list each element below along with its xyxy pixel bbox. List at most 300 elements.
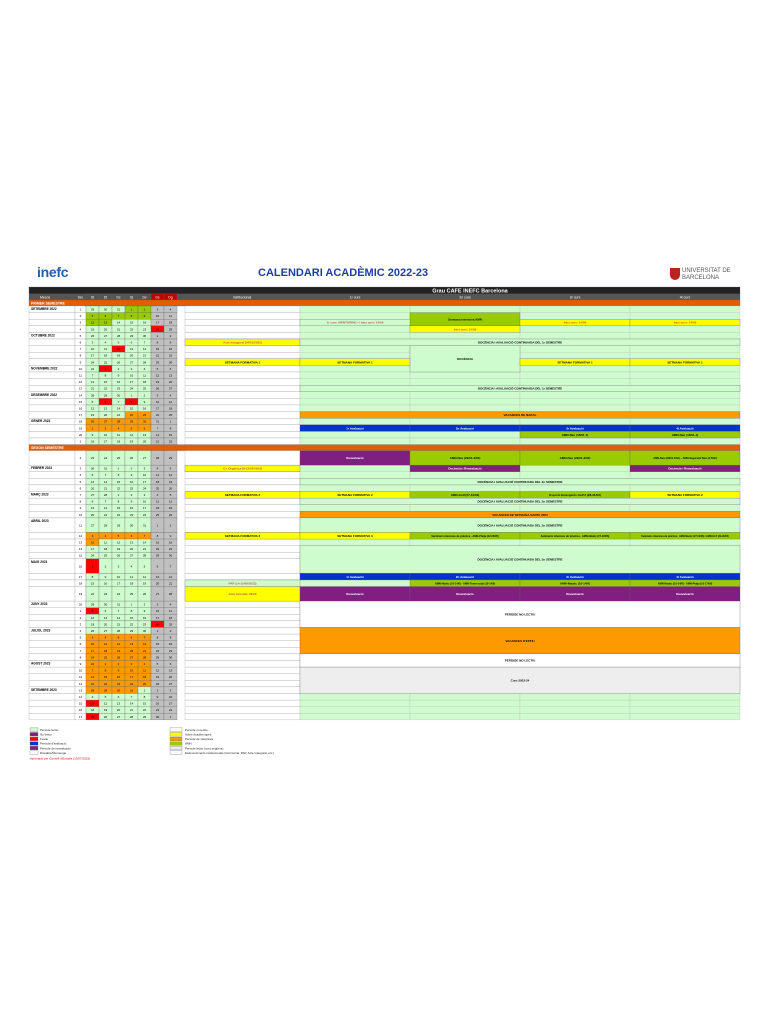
course-cell <box>300 346 410 353</box>
month-label: NOVEMBRE 2022 <box>31 366 58 371</box>
day-number: 22 <box>168 439 173 444</box>
course-cell <box>410 392 520 399</box>
institucional-cell <box>185 660 300 667</box>
day-number: 18 <box>142 380 147 385</box>
day-number: 7 <box>130 694 133 699</box>
day-number: 25 <box>129 592 134 597</box>
day-number: 23 <box>142 622 147 627</box>
course-cell <box>410 431 520 438</box>
day-number: 22 <box>90 592 95 597</box>
day-number: 5 <box>130 426 133 431</box>
day-number: 1 <box>156 333 159 338</box>
week-number: 15 <box>78 553 83 558</box>
week-number: 18 <box>78 581 83 586</box>
week-number: 2 <box>79 314 82 319</box>
day-number: 12 <box>103 701 108 706</box>
week-number: 15 <box>78 701 83 706</box>
day-number: 6 <box>143 426 146 431</box>
month-cell <box>29 478 75 485</box>
month-cell <box>29 680 75 687</box>
course-cell <box>410 700 520 707</box>
day-number: 20 <box>142 439 147 444</box>
day-number: 19 <box>142 581 147 586</box>
day-number: 4 <box>169 393 172 398</box>
course-cell <box>300 700 410 707</box>
no-lectiu-b-label: PERÍODE NO LECTIU <box>504 658 536 663</box>
institucional-cell <box>185 451 300 466</box>
week-number: 7 <box>79 493 82 498</box>
legend-label: Període de reavaluació <box>40 746 71 751</box>
day-number: 23 <box>116 681 121 686</box>
course-cell <box>410 332 520 339</box>
institucional-cell <box>185 621 300 628</box>
day-number: 1 <box>104 661 107 666</box>
day-number: 27 <box>129 360 134 365</box>
day-number: 26 <box>90 419 95 424</box>
month-label: ABRIL 2023 <box>31 518 49 523</box>
day-number: 31 <box>116 602 121 607</box>
day-number: 6 <box>130 340 133 345</box>
day-number: 16 <box>116 380 121 385</box>
course-cell <box>410 372 520 379</box>
legend-label: Esdeveniments institucionals (Cerimònia, PAP, Acte inaugural, etc.) <box>185 750 275 755</box>
week-number: 6 <box>79 340 82 345</box>
month-cell <box>29 431 75 438</box>
section-label: PRIMER SEMESTRE <box>31 301 65 306</box>
day-number: 28 <box>116 333 121 338</box>
course-cell <box>630 392 740 399</box>
day-number: 9 <box>130 473 133 478</box>
day-number: 11 <box>103 540 108 545</box>
day-number: 17 <box>155 615 160 620</box>
day-number: 9 <box>169 635 172 640</box>
day-number: 24 <box>103 456 108 461</box>
course-cell <box>520 707 630 714</box>
day-number: 31 <box>103 466 108 471</box>
week-number: 16 <box>78 564 83 569</box>
day-number: 14 <box>90 380 95 385</box>
day-number: 4 <box>143 366 146 371</box>
institucional-cell <box>185 332 300 339</box>
legend-label: No lectiu <box>40 732 52 737</box>
day-number: 25 <box>142 681 147 686</box>
course-cell <box>520 313 630 320</box>
month-cell <box>29 385 75 392</box>
day-number: 27 <box>103 628 108 633</box>
week-number: 6 <box>79 642 82 647</box>
day-number: 7 <box>143 635 146 640</box>
day-number: 18 <box>155 479 160 484</box>
week-number: 9 <box>79 506 82 511</box>
aval2-4t-label: 4t Avaluació <box>676 574 694 579</box>
week-number: 14 <box>78 694 83 699</box>
day-number: 28 <box>116 628 121 633</box>
course-cell <box>300 418 410 425</box>
col-day-label: Ds <box>155 295 160 300</box>
sf1-1r-label: SETMANA FORMATIVA 1 <box>337 360 373 365</box>
course-cell <box>410 693 520 700</box>
course-cell <box>520 472 630 479</box>
month-label: MARÇ 2023 <box>31 492 49 497</box>
section-row <box>29 445 740 451</box>
course-cell <box>630 418 740 425</box>
day-number: 27 <box>142 456 147 461</box>
institucional-cell <box>185 438 300 445</box>
day-number: 7 <box>143 340 146 345</box>
day-number: 25 <box>116 456 121 461</box>
month-cell <box>29 654 75 661</box>
day-number: 24 <box>90 655 95 660</box>
col-course: 2n curs <box>459 295 471 300</box>
week-number: 13 <box>78 386 83 391</box>
day-number: 22 <box>129 413 134 418</box>
course-cell <box>630 693 740 700</box>
month-cell <box>29 326 75 333</box>
institucional-cell <box>185 431 300 438</box>
reav2-1r-label: Reavaluació <box>346 592 364 597</box>
legend-label: Període no lectiu <box>185 727 208 732</box>
day-number: 17 <box>116 581 121 586</box>
day-number: 29 <box>155 655 160 660</box>
reav2-3r-label: Reavaluació <box>566 592 584 597</box>
month-cell <box>29 498 75 505</box>
day-number: 9 <box>156 694 159 699</box>
course-cell <box>300 713 410 720</box>
course-cell <box>630 326 740 333</box>
day-number: 7 <box>91 668 94 673</box>
month-cell <box>29 485 75 492</box>
day-number: 3 <box>143 466 146 471</box>
day-number: 30 <box>168 655 173 660</box>
week-number: 20 <box>78 432 83 437</box>
month-cell <box>29 319 75 326</box>
acte-cloenda-label: Acte cloenda: 23/06 <box>228 592 257 597</box>
month-cell <box>29 580 75 587</box>
day-number: 6 <box>130 635 133 640</box>
day-number: 13 <box>129 347 134 352</box>
course-cell <box>410 306 520 313</box>
institucional-cell <box>185 385 300 392</box>
amn-nautic-4t-label: AMN-Nàutic (10-14/6) · AMN-Platja (10-17/06) <box>657 582 713 586</box>
day-number: 11 <box>129 574 134 579</box>
course-cell <box>630 352 740 359</box>
day-number: 21 <box>168 581 173 586</box>
day-number: 25 <box>168 622 173 627</box>
month-cell <box>29 398 75 405</box>
day-number: 3 <box>143 493 146 498</box>
col-day-label: Dt <box>103 295 108 300</box>
course-cell <box>630 505 740 512</box>
day-number: 17 <box>142 506 147 511</box>
day-number: 6 <box>104 609 107 614</box>
grau-header-row <box>29 287 740 294</box>
day-number: 14 <box>129 701 134 706</box>
day-number: 22 <box>142 708 147 713</box>
day-number: 21 <box>116 622 121 627</box>
month-cell <box>29 713 75 720</box>
course-cell <box>520 405 630 412</box>
course-cell <box>630 306 740 313</box>
day-number: 19 <box>90 413 95 418</box>
day-number: 29 <box>129 628 134 633</box>
day-number: 31 <box>129 688 134 693</box>
week-number: 4 <box>79 327 82 332</box>
month-cell <box>29 505 75 512</box>
week-number: 19 <box>78 426 83 431</box>
vacances-estiu-label: VACANCES D'ESTIU <box>505 638 535 643</box>
inici-2n-label: Inici curs: 14/09 <box>453 327 477 332</box>
day-number: 6 <box>91 499 94 504</box>
day-number: 29 <box>90 307 95 312</box>
month-label: OCTUBRE 2022 <box>31 333 55 338</box>
legend-swatch <box>170 751 182 755</box>
day-number: 29 <box>90 602 95 607</box>
day-number: 8 <box>143 694 146 699</box>
institucional-cell <box>185 511 300 518</box>
week-number: 5 <box>79 333 82 338</box>
day-number: 31 <box>90 366 95 371</box>
day-number: 6 <box>169 366 172 371</box>
course-cell <box>520 326 630 333</box>
course-cell <box>300 372 410 379</box>
institucional-cell <box>185 485 300 492</box>
month-cell <box>29 674 75 681</box>
month-label: MAIG 2023 <box>31 559 48 564</box>
day-number: 27 <box>129 553 134 558</box>
docencia-2s-d-label: DOCÈNCIA I AVALUACIÓ CONTINUADA DEL 2n SEMESTRE <box>477 557 563 562</box>
day-number: 20 <box>155 581 160 586</box>
day-number: 9 <box>117 373 120 378</box>
day-number: 24 <box>129 681 134 686</box>
day-number: 28 <box>142 360 147 365</box>
course-cell <box>630 438 740 445</box>
institucional-cell <box>185 398 300 405</box>
day-number: 3 <box>130 366 133 371</box>
day-number: 21 <box>142 547 147 552</box>
institucional-cell <box>185 713 300 720</box>
amn-neu-2n-label: AMN-Neu (29/01-3/02) <box>449 456 481 461</box>
institucional-cell <box>185 601 300 608</box>
month-cell <box>29 546 75 553</box>
week-number: 16 <box>78 406 83 411</box>
sf1-4t-label: SETMANA FORMATIVA 1 <box>667 360 703 365</box>
day-number: 30 <box>129 523 134 528</box>
amn-neu-3rb-label: AMN-Neu (29/01-3/02) <box>559 456 591 461</box>
institucional-cell <box>185 478 300 485</box>
month-cell <box>29 647 75 654</box>
week-number: 3 <box>79 466 82 471</box>
course-cell <box>300 707 410 714</box>
week-number: 9 <box>79 360 82 365</box>
day-number: 24 <box>155 413 160 418</box>
day-number: 23 <box>116 386 121 391</box>
day-number: 8 <box>104 373 107 378</box>
day-number: 14 <box>103 506 108 511</box>
reav2-2n-label: Reavaluació <box>456 592 474 597</box>
day-number: 5 <box>91 609 94 614</box>
reav-1r-label: Reavaluació <box>346 456 364 461</box>
course-cell <box>410 505 520 512</box>
day-number: 19 <box>103 708 108 713</box>
month-cell <box>29 346 75 353</box>
week-number: 13 <box>78 540 83 545</box>
day-number: 3 <box>169 688 172 693</box>
week-number: 6 <box>79 486 82 491</box>
month-cell <box>29 532 75 539</box>
day-number: 5 <box>117 340 120 345</box>
day-number: 30 <box>142 333 147 338</box>
day-number: 20 <box>129 353 134 358</box>
sf1-inst-label: SETMANA FORMATIVA 1 <box>224 360 261 365</box>
course-cell <box>300 365 410 372</box>
day-number: 3 <box>156 307 159 312</box>
inefc-logo: inefc <box>37 264 69 280</box>
day-number: 10 <box>155 314 160 319</box>
day-number: 26 <box>168 486 173 491</box>
course-cell <box>410 472 520 479</box>
course-cell <box>300 580 410 587</box>
day-number: 10 <box>129 373 134 378</box>
day-number: 30 <box>116 393 121 398</box>
day-number: 21 <box>103 512 108 517</box>
day-number: 24 <box>90 553 95 558</box>
course-cell <box>410 405 520 412</box>
week-number: 8 <box>79 655 82 660</box>
course-cell <box>630 398 740 405</box>
day-number: 10 <box>90 347 95 352</box>
day-number: 11 <box>103 642 108 647</box>
day-number: 23 <box>168 547 173 552</box>
course-cell <box>520 352 630 359</box>
day-number: 14 <box>116 615 121 620</box>
day-number: 4 <box>91 694 94 699</box>
day-number: 25 <box>155 512 160 517</box>
course-cell <box>630 700 740 707</box>
month-cell <box>29 614 75 621</box>
day-number: 29 <box>155 553 160 558</box>
day-number: 12 <box>116 642 121 647</box>
institucional-cell <box>185 418 300 425</box>
week-number: 4 <box>79 628 82 633</box>
course-cell <box>630 539 740 546</box>
day-number: 18 <box>103 353 108 358</box>
week-number: 3 <box>79 320 82 325</box>
acte-inaugural-label: Acte inaugural (04/10/2022) <box>223 340 262 345</box>
day-number: 1 <box>117 466 120 471</box>
week-number: 4 <box>79 473 82 478</box>
week-number: 11 <box>78 373 83 378</box>
day-number: 16 <box>129 506 134 511</box>
day-number: 30 <box>116 688 121 693</box>
day-number: 22 <box>103 681 108 686</box>
institucional-cell <box>185 627 300 634</box>
course-cell <box>300 438 410 445</box>
day-number: 15 <box>116 506 121 511</box>
col-day-label: Dv <box>142 295 147 300</box>
week-number: 14 <box>78 393 83 398</box>
amn-nautic-2n-label: AMN-Nàutic (10-14/6) · AMN-Travessada (10-14/6) <box>434 582 496 586</box>
day-number: 15 <box>116 479 121 484</box>
day-number: 19 <box>116 547 121 552</box>
day-number: 2 <box>143 307 146 312</box>
institucional-cell <box>185 539 300 546</box>
course-cell <box>300 379 410 386</box>
docencia-2s-label: DOCÈNCIA I AVALUACIÓ CONTINUADA DEL 2n SEMESTRE <box>477 479 563 484</box>
week-number: 1 <box>79 439 82 444</box>
day-number: 24 <box>142 486 147 491</box>
day-number: 14 <box>116 320 121 325</box>
day-number: 1 <box>130 307 133 312</box>
month-cell <box>29 313 75 320</box>
day-number: 3 <box>117 564 120 569</box>
day-number: 22 <box>129 622 134 627</box>
institucional-cell <box>185 412 300 419</box>
day-number: 10 <box>103 432 108 437</box>
week-number: 16 <box>78 708 83 713</box>
aval2-3r-label: 3r Avaluació <box>566 574 584 579</box>
day-number: 1 <box>156 628 159 633</box>
day-number: 25 <box>90 714 95 719</box>
day-number: 31 <box>116 307 121 312</box>
day-number: 18 <box>155 506 160 511</box>
day-number: 19 <box>90 622 95 627</box>
course-cell <box>410 379 520 386</box>
legend-swatch <box>170 737 182 741</box>
legend-label: Dissabte/Diumenge <box>40 750 67 755</box>
day-number: 12 <box>142 574 147 579</box>
course-cell <box>630 313 740 320</box>
day-number: 18 <box>103 547 108 552</box>
week-number: 5 <box>79 635 82 640</box>
course-cell <box>520 346 630 353</box>
day-number: 13 <box>168 373 173 378</box>
day-number: 31 <box>142 523 147 528</box>
day-number: 23 <box>142 413 147 418</box>
month-label: JUNY 2023 <box>31 602 48 607</box>
course-cell <box>520 505 630 512</box>
sf3-1r-label: SETMANA FORMATIVA 3 <box>337 533 373 538</box>
vacances-nadal-label: VACANCES DE NADAL <box>503 413 537 418</box>
col-day-label: Dl <box>90 295 95 300</box>
docencia-2s-b-label: DOCÈNCIA I AVALUACIÓ CONTINUADA DEL 2n SEMESTRE <box>477 499 563 504</box>
amn-neu-4t-label: AMN-Neu (16/01-1) <box>671 432 699 437</box>
day-number: 15 <box>142 701 147 706</box>
day-number: 19 <box>155 675 160 680</box>
course-cell <box>300 392 410 399</box>
institucional-cell <box>185 614 300 621</box>
day-number: 13 <box>103 406 108 411</box>
day-number: 8 <box>117 473 120 478</box>
institucional-cell <box>185 505 300 512</box>
day-number: 22 <box>155 353 160 358</box>
day-number: 5 <box>169 466 172 471</box>
day-number: 3 <box>91 635 94 640</box>
day-number: 25 <box>168 327 173 332</box>
day-number: 27 <box>90 523 95 528</box>
month-cell <box>29 359 75 366</box>
month-cell <box>29 621 75 628</box>
week-number: 11 <box>78 523 83 528</box>
day-number: 25 <box>155 486 160 491</box>
course-cell <box>300 326 410 333</box>
month-label: DESEMBRE 2022 <box>31 392 58 397</box>
legend-label: Festiu <box>40 737 49 742</box>
day-number: 12 <box>168 473 173 478</box>
month-cell <box>29 693 75 700</box>
day-number: 23 <box>90 456 95 461</box>
course-cell <box>520 306 630 313</box>
day-number: 16 <box>142 320 147 325</box>
